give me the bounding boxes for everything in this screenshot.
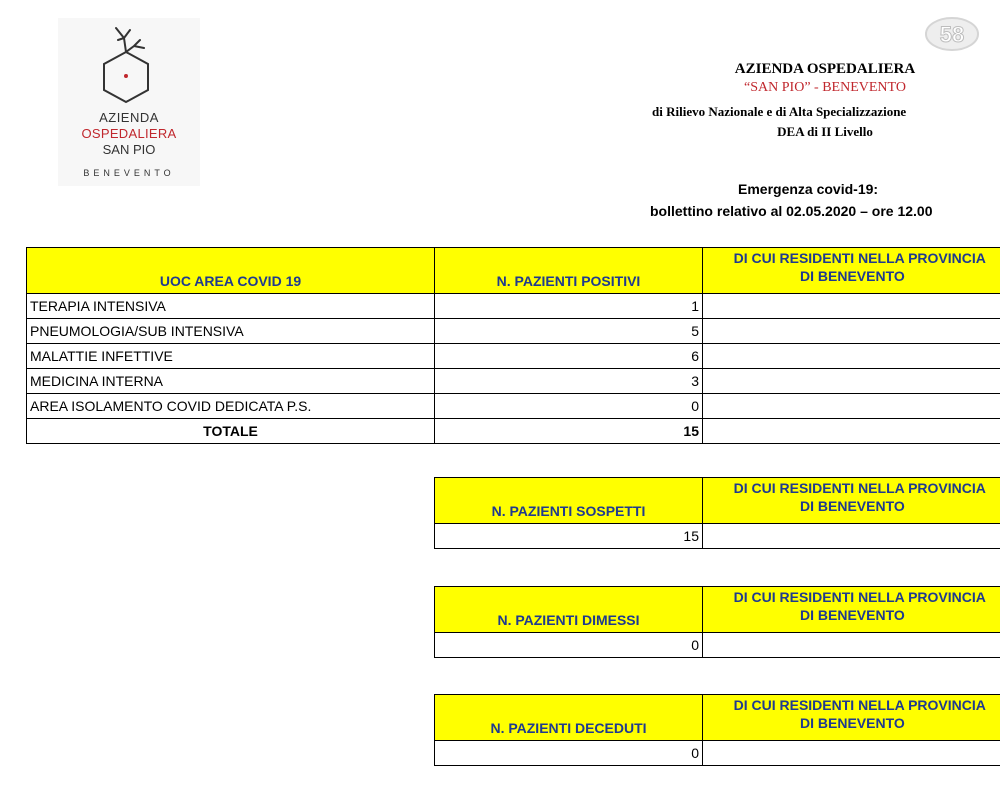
- table-row: [27, 369, 1000, 394]
- row-value: 5: [435, 319, 703, 344]
- discharged-residents: [703, 633, 1000, 658]
- logo-text-benevento: BENEVENTO: [83, 168, 175, 178]
- header-dea-level: DEA di II Livello: [777, 124, 873, 139]
- covid-area-table: [26, 247, 1000, 444]
- row-label: MEDICINA INTERNA: [27, 369, 435, 394]
- row-residents: [703, 319, 1000, 344]
- header-residents: [703, 695, 1000, 741]
- header-residents: [703, 587, 1000, 633]
- table-row: [27, 319, 1000, 344]
- row-label: AREA ISOLAMENTO COVID DEDICATA P.S.: [27, 394, 435, 419]
- header-suspected-patients: N. PAZIENTI SOSPETTI: [435, 478, 703, 524]
- header-title: AZIENDA OSPEDALIERA: [734, 61, 916, 77]
- hexagon-branch-icon: [58, 18, 200, 110]
- table-row: [27, 394, 1000, 419]
- header-residents-line2: DI BENEVENTO: [800, 715, 905, 731]
- header-residents-line2: DI BENEVENTO: [800, 607, 905, 623]
- row-value: 0: [435, 394, 703, 419]
- header-residents-line1: DI CUI RESIDENTI NELLA PROVINCIA: [733, 480, 986, 496]
- deceased-residents: [703, 741, 1000, 766]
- bulletin-date: bollettino relativo al 02.05.2020 – ore 12.00: [650, 203, 933, 219]
- row-label: PNEUMOLOGIA/SUB INTENSIVA: [27, 319, 435, 344]
- channel-58-logo-icon: [918, 14, 982, 54]
- channel-58-text: 58: [939, 22, 965, 47]
- row-value: 1: [435, 294, 703, 319]
- logo-text-san-pio: SAN PIO: [102, 142, 156, 157]
- header-deceased-patients: N. PAZIENTI DECEDUTI: [435, 695, 703, 741]
- logo-text-azienda: AZIENDA: [99, 110, 159, 125]
- table-header-row: [27, 248, 1000, 294]
- suspected-residents: [703, 524, 1000, 549]
- row-residents: [703, 344, 1000, 369]
- deceased-patients-table: [434, 694, 1000, 766]
- header-residents-line2: DI BENEVENTO: [800, 268, 905, 284]
- row-value: 6: [435, 344, 703, 369]
- header-subtitle: “SAN PIO” - BENEVENTO: [744, 80, 906, 95]
- row-label: TERAPIA INTENSIVA: [27, 294, 435, 319]
- table-row: [27, 344, 1000, 369]
- header-uoc-area: UOC AREA COVID 19: [27, 248, 435, 294]
- header-positive-patients: N. PAZIENTI POSITIVI: [435, 248, 703, 294]
- table-row: [27, 294, 1000, 319]
- table-total-row: [27, 419, 1000, 444]
- hospital-logo: [58, 18, 200, 186]
- header-residents: [703, 248, 1000, 294]
- total-value: 15: [435, 419, 703, 444]
- total-residents: [703, 419, 1000, 444]
- total-label: TOTALE: [27, 419, 435, 444]
- row-label: MALATTIE INFETTIVE: [27, 344, 435, 369]
- suspected-patients-table: [434, 477, 1000, 549]
- row-value: 3: [435, 369, 703, 394]
- row-residents: [703, 394, 1000, 419]
- header-residents-line1: DI CUI RESIDENTI NELLA PROVINCIA: [733, 697, 986, 713]
- header-specialization: di Rilievo Nazionale e di Alta Specializzazione: [652, 104, 907, 119]
- header-discharged-patients: N. PAZIENTI DIMESSI: [435, 587, 703, 633]
- discharged-value: 0: [435, 633, 703, 658]
- header-residents: [703, 478, 1000, 524]
- header-residents-line2: DI BENEVENTO: [800, 498, 905, 514]
- discharged-patients-table: [434, 586, 1000, 658]
- row-residents: [703, 369, 1000, 394]
- row-residents: [703, 294, 1000, 319]
- header-residents-line1: DI CUI RESIDENTI NELLA PROVINCIA: [733, 250, 986, 266]
- logo-text-ospedaliera: OSPEDALIERA: [81, 126, 177, 141]
- bulletin-title: Emergenza covid-19:: [738, 181, 879, 197]
- header-residents-line1: DI CUI RESIDENTI NELLA PROVINCIA: [733, 589, 986, 605]
- deceased-value: 0: [435, 741, 703, 766]
- suspected-value: 15: [435, 524, 703, 549]
